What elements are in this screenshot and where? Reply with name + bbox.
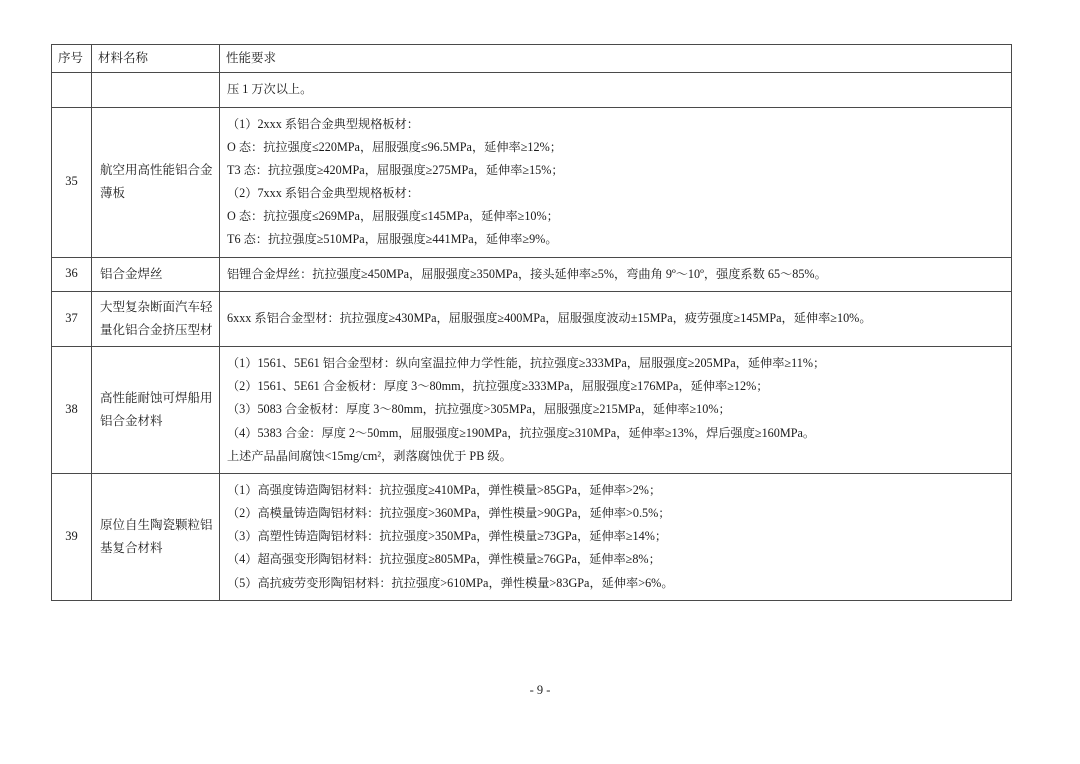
requirement-line: （4）5383 合金：厚度 2～50mm，屈服强度≥190MPa，抗拉强度≥310MPa，延伸率≥13%，焊后强度≥160MPa。: [227, 425, 816, 440]
row-no: 39: [52, 473, 92, 600]
column-header-performance: 性能要求: [220, 45, 1012, 73]
table-row: [52, 291, 1012, 346]
table-header: [52, 45, 1012, 73]
requirement-line: （1）高强度铸造陶铝材料：抗拉强度≥410MPa，弹性模量>85GPa，延伸率>2%；: [227, 482, 662, 497]
requirement-line: （2）1561、5E61 合金板材：厚度 3～80mm，抗拉强度≥333MPa，屈服强度≥176MPa，延伸率≥12%；: [227, 379, 769, 394]
table-row: [52, 107, 1012, 257]
row-material-name: 原位自生陶瓷颗粒铝基复合材料: [92, 473, 220, 600]
requirement-line: （1）2xxx 系铝合金典型规格板材：: [227, 116, 419, 131]
row-no: 35: [52, 107, 92, 257]
row-requirements: [220, 257, 1012, 291]
requirement-line: 6xxx 系铝合金型材：抗拉强度≥430MPa，屈服强度≥400MPa，屈服强度波动±15MPa，疲劳强度≥145MPa，延伸率≥10%。: [227, 311, 872, 326]
requirement-line: （2）高模量铸造陶铝材料：抗拉强度>360MPa，弹性模量>90GPa，延伸率>0.5%；: [227, 506, 671, 521]
requirement-line: 压 1 万次以上。: [227, 82, 313, 97]
requirement-line: T6 态：抗拉强度≥510MPa，屈服强度≥441MPa，延伸率≥9%。: [227, 232, 558, 247]
table-row: [52, 347, 1012, 474]
table-body: [52, 73, 1012, 600]
requirement-line: 上述产品晶间腐蚀<15mg/cm²，剥落腐蚀优于 PB 级。: [227, 448, 512, 463]
requirement-line: O 态：抗拉强度≤220MPa，屈服强度≤96.5MPa，延伸率≥12%；: [227, 139, 562, 154]
requirement-line: O 态：抗拉强度≤269MPa，屈服强度≤145MPa，延伸率≥10%；: [227, 209, 559, 224]
row-requirements: [220, 291, 1012, 346]
table-row: [52, 257, 1012, 291]
page-number: - 9 -: [529, 683, 551, 697]
row-requirements: [220, 347, 1012, 474]
row-material-name: 大型复杂断面汽车轻量化铝合金挤压型材: [92, 291, 220, 346]
materials-performance-table: [51, 44, 1012, 601]
requirement-line: 铝锂合金焊丝：抗拉强度≥450MPa，屈服强度≥350MPa，接头延伸率≥5%，弯曲角 9º～10º，强度系数 65～85%。: [227, 266, 827, 281]
requirement-line: （3）5083 合金板材：厚度 3～80mm，抗拉强度>305MPa，屈服强度≥215MPa，延伸率≥10%；: [227, 402, 731, 417]
row-no: 37: [52, 291, 92, 346]
row-material-name: 航空用高性能铝合金薄板: [92, 107, 220, 257]
table-row: [52, 73, 1012, 107]
requirement-line: （1）1561、5E61 铝合金型材：纵向室温拉伸力学性能，抗拉强度≥333MPa，屈服强度≥205MPa，延伸率≥11%；: [227, 356, 826, 370]
row-material-name: [92, 73, 220, 107]
row-no: 36: [52, 257, 92, 291]
row-no: 38: [52, 347, 92, 474]
row-requirements: [220, 473, 1012, 600]
row-material-name: 高性能耐蚀可焊船用铝合金材料: [92, 347, 220, 474]
table-row: [52, 473, 1012, 600]
table-header-row: [52, 45, 1012, 73]
column-header-no: 序号: [52, 45, 92, 73]
row-material-name: 铝合金焊丝: [92, 257, 220, 291]
requirement-line: （3）高塑性铸造陶铝材料：抗拉强度>350MPa，弹性模量≥73GPa，延伸率≥14%；: [227, 529, 668, 544]
requirement-line: （2）7xxx 系铝合金典型规格板材：: [227, 186, 419, 201]
row-no: [52, 73, 92, 107]
row-requirements: [220, 107, 1012, 257]
row-requirements: [220, 73, 1012, 107]
requirement-line: T3 态：抗拉强度≥420MPa，屈服强度≥275MPa，延伸率≥15%；: [227, 162, 564, 177]
requirement-line: （5）高抗疲劳变形陶铝材料：抗拉强度>610MPa，弹性模量>83GPa，延伸率>6%。: [227, 575, 674, 590]
column-header-material-name: 材料名称: [92, 45, 220, 73]
requirement-line: （4）超高强变形陶铝材料：抗拉强度≥805MPa，弹性模量≥76GPa，延伸率≥8%；: [227, 552, 661, 567]
